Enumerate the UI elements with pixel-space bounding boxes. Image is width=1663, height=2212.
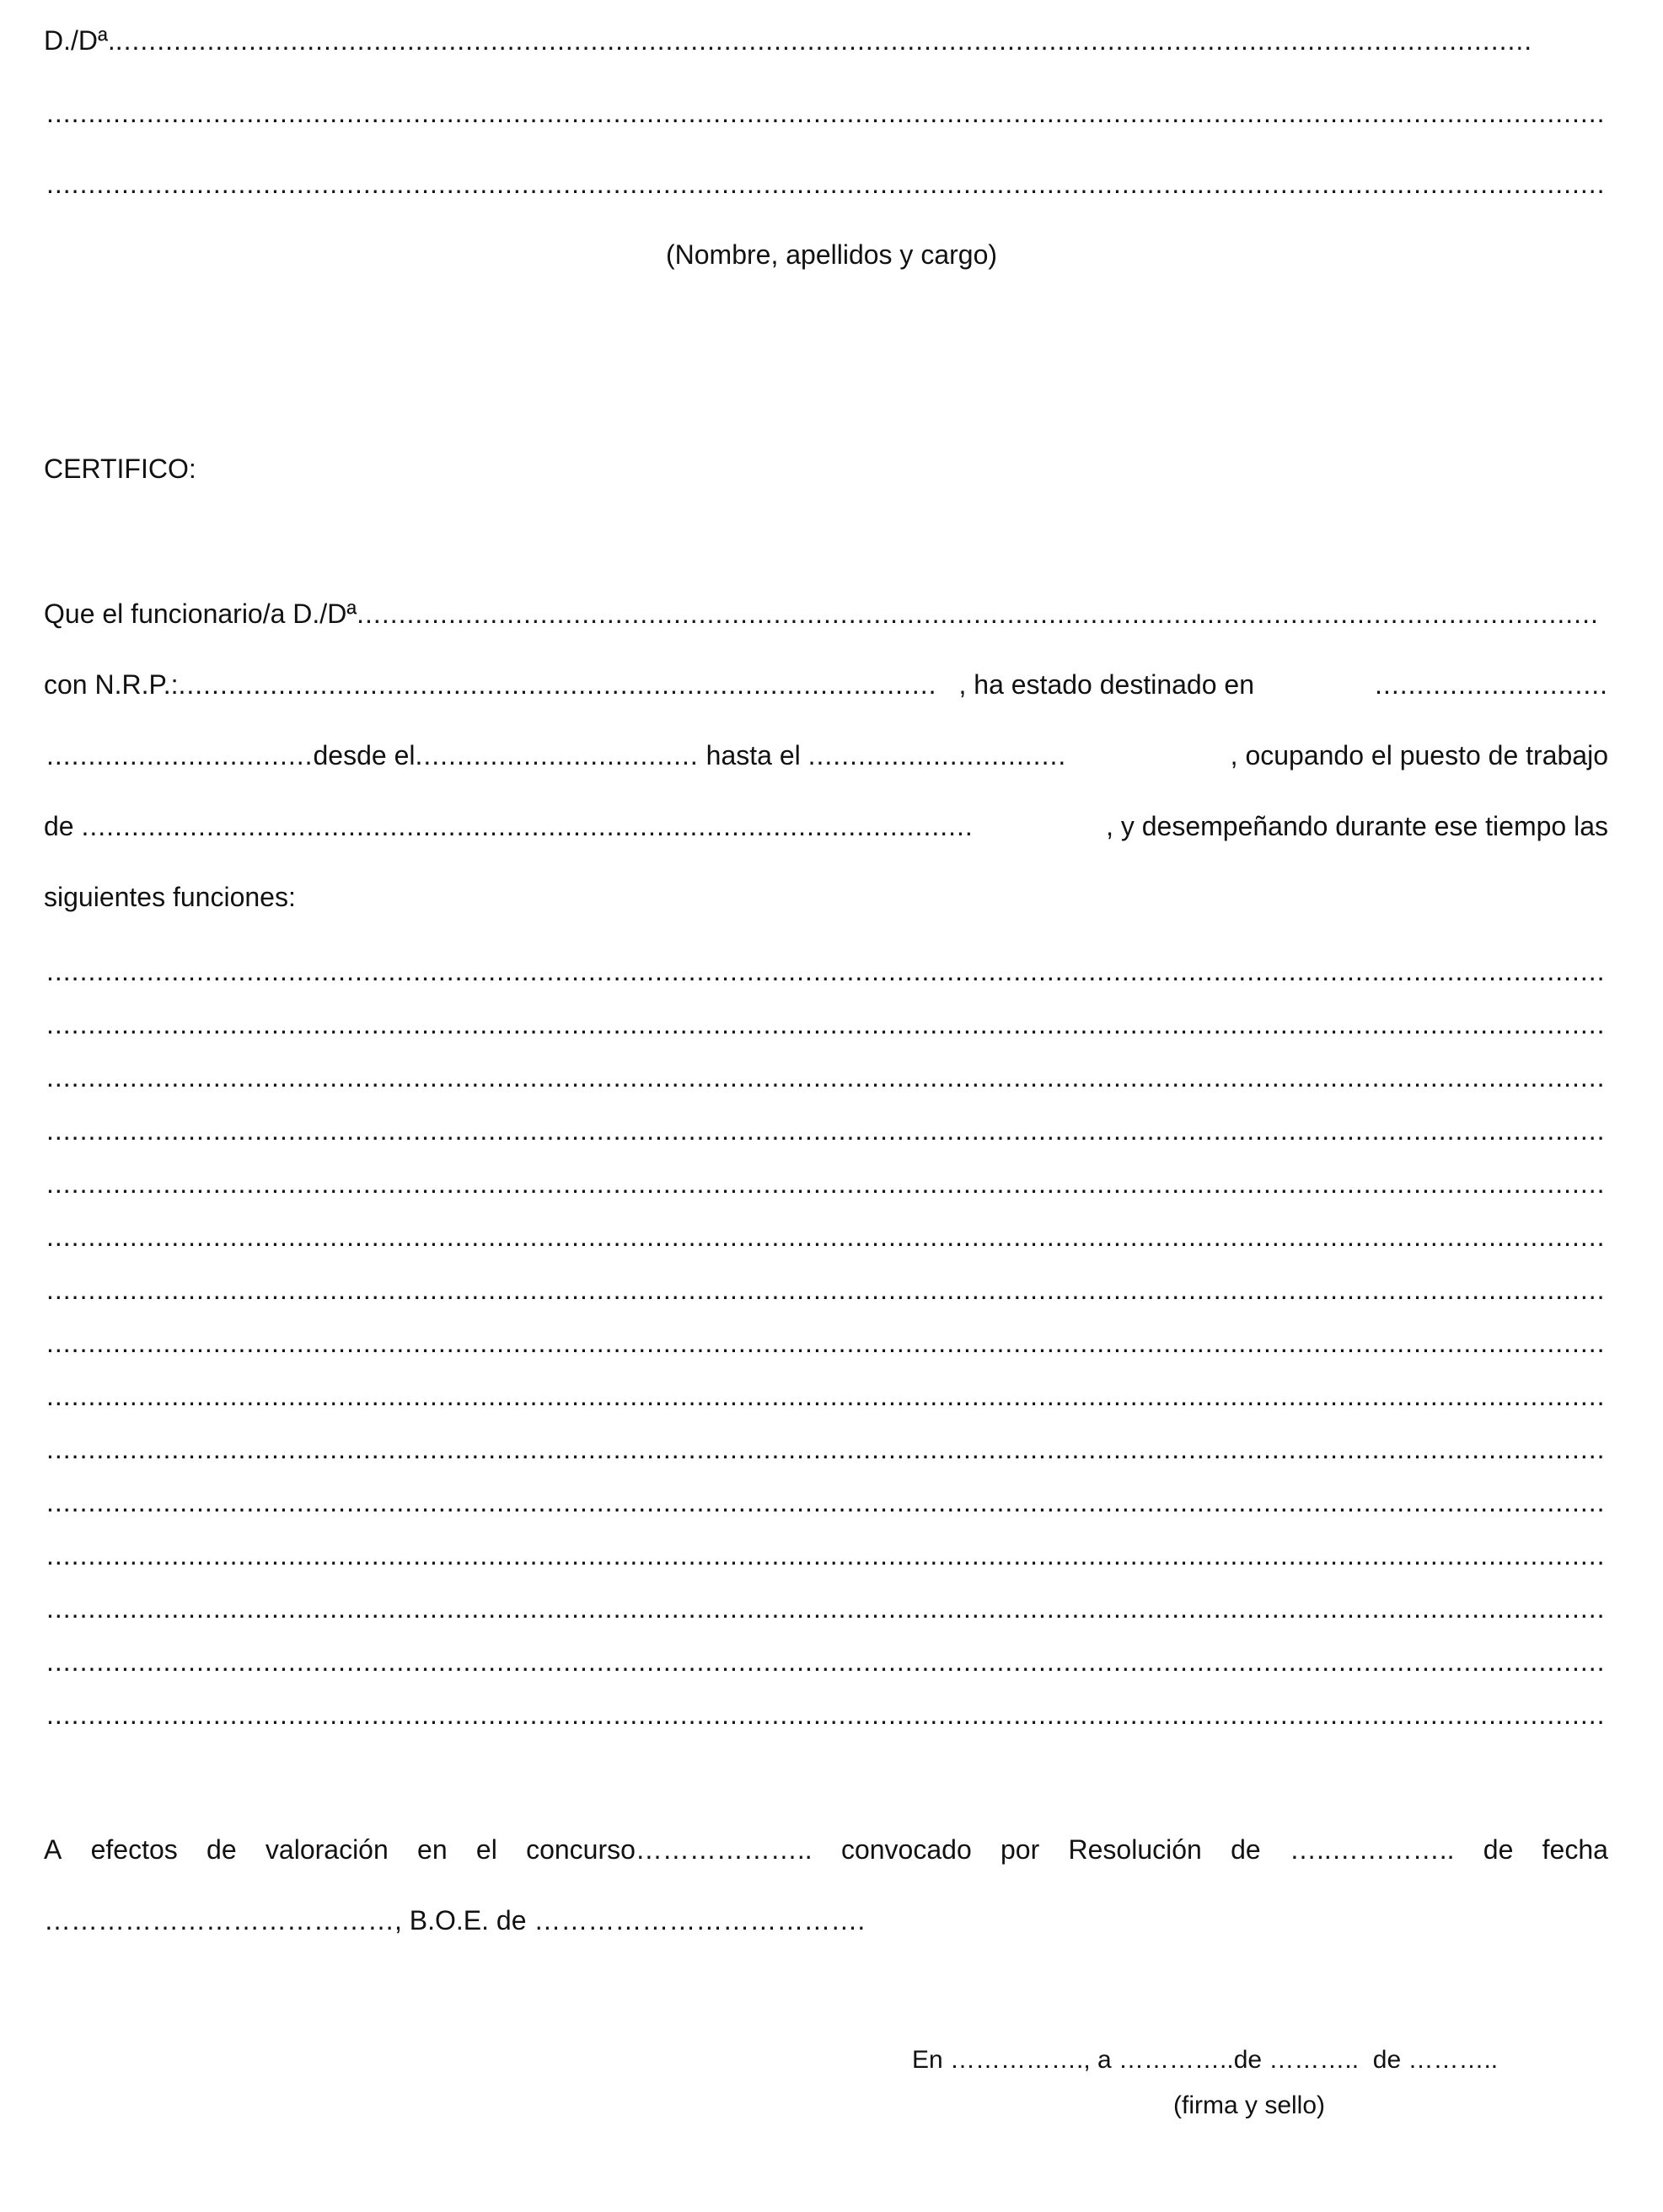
- function-line[interactable]: ...........................................................................................................................................................................................: [46, 1646, 1606, 1677]
- function-line[interactable]: ...........................................................................................................................................................................................: [46, 1221, 1606, 1252]
- body-line-2-text-1: con N.R.P.:: [44, 669, 179, 700]
- destino-continuation-blank[interactable]: ................................: [46, 740, 314, 770]
- efectos-word: convocado: [840, 1834, 972, 1865]
- efectos-word: fecha: [1542, 1834, 1608, 1865]
- function-line[interactable]: ...........................................................................................................................................................................................: [46, 1699, 1606, 1730]
- body-line-1: [44, 597, 1608, 631]
- function-line[interactable]: ...........................................................................................................................................................................................: [46, 956, 1606, 986]
- concurso-blank[interactable]: concurso………………..: [526, 1834, 813, 1865]
- header-name-blank[interactable]: ..........................................................................................................................................................................: [115, 25, 1533, 56]
- certifico-heading: CERTIFICO:: [44, 454, 196, 484]
- efectos-word: A: [44, 1834, 62, 1865]
- signature-place-date[interactable]: En ……………., a …………..de ……….. de ………..: [912, 2046, 1499, 2074]
- efectos-line-2[interactable]: …………………………………, B.O.E. de ……………………………….: [44, 1905, 866, 1936]
- header-blank-line-2[interactable]: ...........................................................................................................................................................................................: [46, 98, 1606, 128]
- destino-blank[interactable]: ............................: [1375, 669, 1608, 700]
- nrp-blank[interactable]: ...........................................................................................: [178, 669, 937, 700]
- body-line-3: [46, 738, 1608, 772]
- efectos-word: el: [475, 1834, 497, 1865]
- body-line-3-text-2: hasta el: [698, 740, 808, 770]
- body-line-5: siguientes funciones:: [44, 882, 296, 912]
- function-line[interactable]: ...........................................................................................................................................................................................: [46, 1381, 1606, 1411]
- efectos-word: de: [1231, 1834, 1261, 1865]
- body-line-2: [44, 668, 1608, 701]
- function-line[interactable]: ...........................................................................................................................................................................................: [46, 1593, 1606, 1624]
- function-line[interactable]: ...........................................................................................................................................................................................: [46, 1062, 1606, 1093]
- efectos-word: en: [417, 1834, 448, 1865]
- function-line[interactable]: ...........................................................................................................................................................................................: [46, 1540, 1606, 1570]
- function-line[interactable]: ...........................................................................................................................................................................................: [46, 1487, 1606, 1517]
- function-line[interactable]: ...........................................................................................................................................................................................: [46, 1115, 1606, 1146]
- body-line-4-text-1: de: [44, 811, 82, 841]
- efectos-word: efectos: [90, 1834, 178, 1865]
- body-line-3-text-3: , ocupando el puesto de trabajo: [1230, 740, 1608, 770]
- efectos-word: de: [207, 1834, 237, 1865]
- body-line-4-text-2: , y desempeñando durante ese tiempo las: [1106, 811, 1608, 841]
- function-line[interactable]: ...........................................................................................................................................................................................: [46, 1168, 1606, 1199]
- function-line[interactable]: ...........................................................................................................................................................................................: [46, 1328, 1606, 1358]
- body-line-1-text: Que el funcionario/a D./Dª: [44, 599, 357, 629]
- header-blank-line-3[interactable]: ...........................................................................................................................................................................................: [46, 169, 1606, 199]
- header-caption: (Nombre, apellidos y cargo): [665, 239, 998, 270]
- efectos-word: Resolución: [1068, 1834, 1202, 1865]
- puesto-blank[interactable]: ...........................................................................................................: [81, 811, 974, 841]
- body-line-2-text-2: , ha estado destinado en: [958, 669, 1254, 700]
- body-line-3-text-1: desde el: [313, 740, 416, 770]
- function-line[interactable]: ...........................................................................................................................................................................................: [46, 1009, 1606, 1039]
- header-name-line: [44, 24, 1608, 57]
- function-line[interactable]: ...........................................................................................................................................................................................: [46, 1434, 1606, 1464]
- efectos-word: valoración: [265, 1834, 389, 1865]
- resolucion-blank[interactable]: …..…………..: [1289, 1834, 1455, 1865]
- header-prefix: D./Dª.: [44, 25, 115, 56]
- signature-caption: (firma y sello): [1173, 2091, 1326, 2119]
- function-line[interactable]: ...........................................................................................................................................................................................: [46, 1275, 1606, 1305]
- body-line-4: [44, 809, 1608, 843]
- funcionario-name-blank[interactable]: .....................................................................................................................................................: [357, 599, 1599, 629]
- hasta-blank[interactable]: ...............................: [807, 740, 1067, 770]
- efectos-line-1: [44, 1833, 1608, 1866]
- desde-blank[interactable]: ..................................: [415, 740, 699, 770]
- efectos-word: de: [1483, 1834, 1514, 1865]
- efectos-word: por: [1000, 1834, 1040, 1865]
